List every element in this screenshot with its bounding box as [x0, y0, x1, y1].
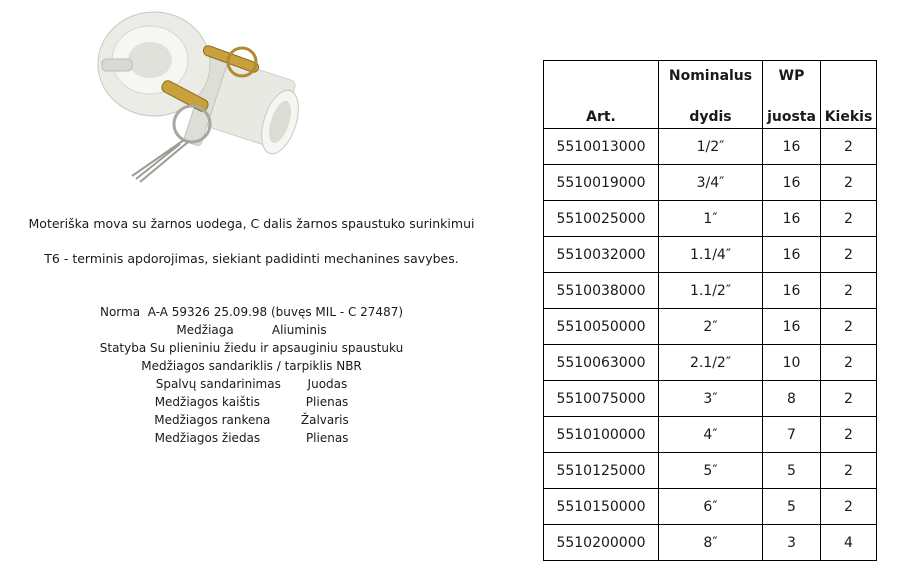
- table-row: [544, 453, 877, 489]
- header-nominal-size: Nominalus dydis: [659, 61, 763, 129]
- cell-art: 5510075000: [544, 381, 659, 417]
- table-row: [544, 129, 877, 165]
- table-header-row: [544, 61, 877, 129]
- cell-art: 5510050000: [544, 309, 659, 345]
- article-table: [543, 60, 877, 561]
- cell-qty: 2: [821, 129, 877, 165]
- cell-qty: 4: [821, 525, 877, 561]
- cell-wp: 10: [763, 345, 821, 381]
- cell-qty: 2: [821, 381, 877, 417]
- cell-size: 1.1/4″: [659, 237, 763, 273]
- cell-size: 8″: [659, 525, 763, 561]
- cell-qty: 2: [821, 201, 877, 237]
- cell-qty: 2: [821, 273, 877, 309]
- spec-seal-color: Spalvų sandarinimas Juodas: [155, 377, 348, 391]
- cell-size: 1/2″: [659, 129, 763, 165]
- table-row: [544, 237, 877, 273]
- cell-size: 2″: [659, 309, 763, 345]
- spec-ring-material: Medžiagos žiedas Plienas: [154, 431, 349, 445]
- table-row: [544, 381, 877, 417]
- table-row: [544, 273, 877, 309]
- cell-qty: 2: [821, 489, 877, 525]
- cell-wp: 3: [763, 525, 821, 561]
- cell-qty: 2: [821, 453, 877, 489]
- header-art: Art.: [544, 61, 659, 129]
- cell-qty: 2: [821, 165, 877, 201]
- cell-qty: 2: [821, 417, 877, 453]
- cell-wp: 16: [763, 237, 821, 273]
- cell-art: 5510019000: [544, 165, 659, 201]
- product-description: Moteriška mova su žarnos uodega, C dalis žarnos spaustuko surinkimui: [28, 216, 475, 231]
- cell-art: 5510100000: [544, 417, 659, 453]
- header-qty: Kiekis: [821, 61, 877, 129]
- header-wp: WP juosta: [763, 61, 821, 129]
- cell-size: 4″: [659, 417, 763, 453]
- cell-wp: 16: [763, 201, 821, 237]
- table-row: [544, 309, 877, 345]
- cell-wp: 16: [763, 129, 821, 165]
- cell-wp: 5: [763, 453, 821, 489]
- cell-wp: 5: [763, 489, 821, 525]
- spec-construction: Statyba Su plieniniu žiedu ir apsauginiu spaustuku: [99, 341, 404, 355]
- spec-seal-material: Medžiagos sandariklis / tarpiklis NBR: [141, 359, 362, 373]
- table-row: [544, 165, 877, 201]
- spec-standard: Norma A-A 59326 25.09.98 (buvęs MIL - C 27487): [99, 305, 404, 319]
- cell-qty: 2: [821, 309, 877, 345]
- cell-qty: 2: [821, 345, 877, 381]
- cell-size: 1″: [659, 201, 763, 237]
- cell-size: 2.1/2″: [659, 345, 763, 381]
- cell-wp: 8: [763, 381, 821, 417]
- cell-art: 5510032000: [544, 237, 659, 273]
- cell-art: 5510150000: [544, 489, 659, 525]
- spec-handle-material: Medžiagos rankena Žalvaris: [154, 413, 349, 427]
- cell-art: 5510038000: [544, 273, 659, 309]
- table-row: [544, 345, 877, 381]
- product-image: [92, 4, 302, 189]
- table-row: [544, 489, 877, 525]
- table-row: [544, 525, 877, 561]
- cell-wp: 16: [763, 165, 821, 201]
- spec-material: Medžiaga Aliuminis: [176, 323, 327, 337]
- cell-size: 3/4″: [659, 165, 763, 201]
- cell-wp: 7: [763, 417, 821, 453]
- cell-size: 3″: [659, 381, 763, 417]
- spec-pin-material: Medžiagos kaištis Plienas: [154, 395, 349, 409]
- treatment-note: T6 - terminis apdorojimas, siekiant padidinti mechanines savybes.: [44, 251, 459, 266]
- cell-art: 5510013000: [544, 129, 659, 165]
- cell-wp: 16: [763, 309, 821, 345]
- cell-art: 5510025000: [544, 201, 659, 237]
- cell-size: 6″: [659, 489, 763, 525]
- cell-size: 1.1/2″: [659, 273, 763, 309]
- cell-size: 5″: [659, 453, 763, 489]
- cell-art: 5510125000: [544, 453, 659, 489]
- cell-art: 5510063000: [544, 345, 659, 381]
- table-row: [544, 417, 877, 453]
- table-row: [544, 201, 877, 237]
- cell-wp: 16: [763, 273, 821, 309]
- cell-art: 5510200000: [544, 525, 659, 561]
- cell-qty: 2: [821, 237, 877, 273]
